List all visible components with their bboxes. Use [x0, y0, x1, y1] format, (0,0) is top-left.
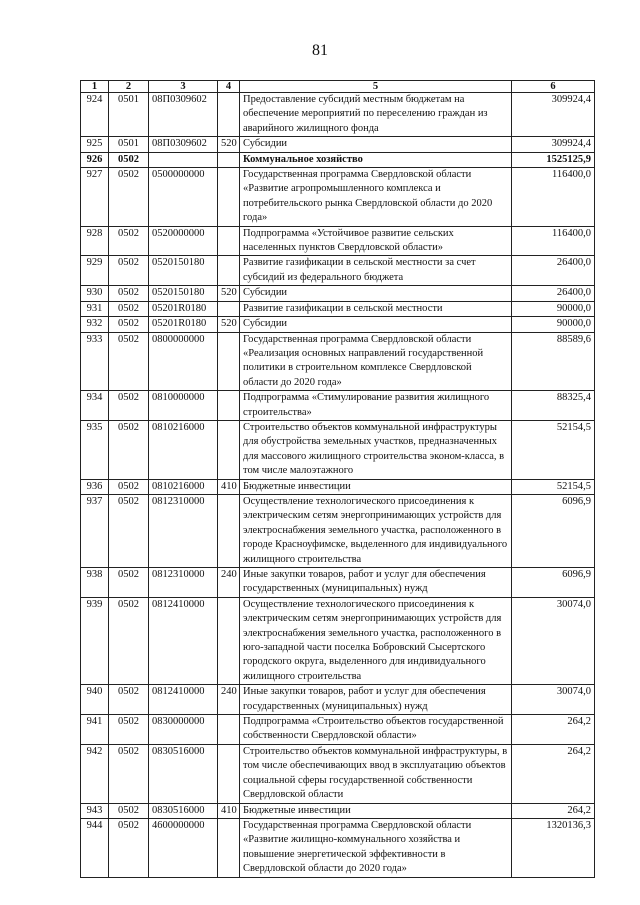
row-target-article: 0812310000 — [149, 568, 218, 598]
row-target-article: 0810216000 — [149, 479, 218, 494]
column-header: 6 — [512, 81, 595, 93]
row-amount: 52154,5 — [512, 420, 595, 479]
row-name: Государственная программа Свердловской области «Развитие агропромышленного комплекса и потребительского рынка Свердловской области до 2020 года» — [240, 168, 512, 227]
row-number: 932 — [81, 317, 109, 332]
row-expense-type — [218, 301, 240, 316]
table-row — [81, 137, 595, 152]
row-expense-type — [218, 93, 240, 137]
row-section-code: 0502 — [109, 286, 149, 301]
row-name: Бюджетные инвестиции — [240, 479, 512, 494]
row-name: Государственная программа Свердловской области «Развитие жилищно-коммунального хозяйства и повышение энергетической эффективности в Свердловской области до 2020 года» — [240, 818, 512, 877]
row-amount: 264,2 — [512, 715, 595, 745]
row-target-article: 0830000000 — [149, 715, 218, 745]
row-number: 944 — [81, 818, 109, 877]
table-row — [81, 420, 595, 479]
row-target-article: 0812410000 — [149, 597, 218, 684]
row-target-article — [149, 152, 218, 167]
row-number: 939 — [81, 597, 109, 684]
row-section-code: 0502 — [109, 391, 149, 421]
row-amount: 6096,9 — [512, 568, 595, 598]
row-amount: 309924,4 — [512, 137, 595, 152]
table-row — [81, 803, 595, 818]
row-target-article: 4600000000 — [149, 818, 218, 877]
row-target-article: 08П0309602 — [149, 93, 218, 137]
row-name: Субсидии — [240, 137, 512, 152]
row-expense-type — [218, 168, 240, 227]
row-name: Развитие газификации в сельской местности за счет субсидий из федерального бюджета — [240, 256, 512, 286]
row-number: 931 — [81, 301, 109, 316]
row-amount: 1525125,9 — [512, 152, 595, 167]
row-section-code: 0502 — [109, 317, 149, 332]
budget-table — [80, 80, 595, 878]
row-expense-type: 520 — [218, 286, 240, 301]
row-section-code: 0502 — [109, 744, 149, 803]
table-row — [81, 317, 595, 332]
row-name: Иные закупки товаров, работ и услуг для обеспечения государственных (муниципальных) нужд — [240, 568, 512, 598]
table-row — [81, 93, 595, 137]
row-number: 924 — [81, 93, 109, 137]
row-number: 941 — [81, 715, 109, 745]
row-section-code: 0502 — [109, 226, 149, 256]
row-number: 942 — [81, 744, 109, 803]
row-expense-type — [218, 597, 240, 684]
row-name: Государственная программа Свердловской области «Реализация основных направлений государственной политики в строительном комплексе Свердловской области до 2020 года» — [240, 332, 512, 391]
row-target-article: 0830516000 — [149, 744, 218, 803]
row-section-code: 0501 — [109, 93, 149, 137]
row-target-article: 05201R0180 — [149, 317, 218, 332]
row-number: 925 — [81, 137, 109, 152]
row-number: 927 — [81, 168, 109, 227]
table-row — [81, 152, 595, 167]
table-row — [81, 168, 595, 227]
row-expense-type — [218, 744, 240, 803]
row-name: Строительство объектов коммунальной инфраструктуры для обустройства земельных участков, предназначенных для массового жилищного строительства эконом-класса, в том числе малоэтажного — [240, 420, 512, 479]
table-row — [81, 597, 595, 684]
row-section-code: 0501 — [109, 137, 149, 152]
row-amount: 88589,6 — [512, 332, 595, 391]
row-expense-type — [218, 152, 240, 167]
row-target-article: 0810000000 — [149, 391, 218, 421]
row-amount: 116400,0 — [512, 168, 595, 227]
table-row — [81, 301, 595, 316]
table-row — [81, 568, 595, 598]
table-row — [81, 715, 595, 745]
row-section-code: 0502 — [109, 420, 149, 479]
row-amount: 6096,9 — [512, 494, 595, 567]
row-amount: 52154,5 — [512, 479, 595, 494]
row-amount: 26400,0 — [512, 256, 595, 286]
row-section-code: 0502 — [109, 301, 149, 316]
row-expense-type — [218, 226, 240, 256]
row-amount: 90000,0 — [512, 301, 595, 316]
row-expense-type: 520 — [218, 317, 240, 332]
row-number: 929 — [81, 256, 109, 286]
row-number: 937 — [81, 494, 109, 567]
table-row — [81, 391, 595, 421]
row-number: 936 — [81, 479, 109, 494]
table-row — [81, 818, 595, 877]
row-target-article: 0520150180 — [149, 256, 218, 286]
row-section-code: 0502 — [109, 803, 149, 818]
row-target-article: 0810216000 — [149, 420, 218, 479]
column-header: 5 — [240, 81, 512, 93]
row-number: 933 — [81, 332, 109, 391]
row-number: 934 — [81, 391, 109, 421]
row-target-article: 05201R0180 — [149, 301, 218, 316]
row-section-code: 0502 — [109, 152, 149, 167]
row-name: Бюджетные инвестиции — [240, 803, 512, 818]
row-expense-type — [218, 256, 240, 286]
row-amount: 1320136,3 — [512, 818, 595, 877]
table-header-row — [81, 81, 595, 93]
row-expense-type: 520 — [218, 137, 240, 152]
row-amount: 88325,4 — [512, 391, 595, 421]
table-row — [81, 286, 595, 301]
row-expense-type — [218, 494, 240, 567]
row-target-article: 0830516000 — [149, 803, 218, 818]
row-section-code: 0502 — [109, 494, 149, 567]
table-row — [81, 494, 595, 567]
row-number: 930 — [81, 286, 109, 301]
row-amount: 26400,0 — [512, 286, 595, 301]
table-row — [81, 685, 595, 715]
column-header: 4 — [218, 81, 240, 93]
row-expense-type — [218, 332, 240, 391]
row-section-code: 0502 — [109, 256, 149, 286]
row-name: Коммунальное хозяйство — [240, 152, 512, 167]
row-target-article: 0520000000 — [149, 226, 218, 256]
table-row — [81, 479, 595, 494]
row-target-article: 0500000000 — [149, 168, 218, 227]
page-number: 81 — [312, 42, 328, 59]
row-number: 928 — [81, 226, 109, 256]
row-name: Подпрограмма «Строительство объектов государственной собственности Свердловской области» — [240, 715, 512, 745]
row-expense-type — [218, 715, 240, 745]
row-name: Подпрограмма «Стимулирование развития жилищного строительства» — [240, 391, 512, 421]
row-section-code: 0502 — [109, 715, 149, 745]
row-number: 935 — [81, 420, 109, 479]
row-section-code: 0502 — [109, 479, 149, 494]
table-row — [81, 256, 595, 286]
row-expense-type: 240 — [218, 685, 240, 715]
row-name: Подпрограмма «Устойчивое развитие сельских населенных пунктов Свердловской области» — [240, 226, 512, 256]
row-number: 938 — [81, 568, 109, 598]
table-row — [81, 332, 595, 391]
row-name: Иные закупки товаров, работ и услуг для обеспечения государственных (муниципальных) нужд — [240, 685, 512, 715]
row-target-article: 08П0309602 — [149, 137, 218, 152]
row-amount: 264,2 — [512, 744, 595, 803]
row-name: Осуществление технологического присоединения к электрическим сетям энергопринимающих устройств для электроснабжения земельного участка, расположенного в юго-западной части поселка Бобровский Сысертского городского округа, выделенного для индивидуального жилищного строительства — [240, 597, 512, 684]
table-row — [81, 226, 595, 256]
row-amount: 30074,0 — [512, 597, 595, 684]
row-expense-type: 410 — [218, 479, 240, 494]
row-name: Предоставление субсидий местным бюджетам на обеспечение мероприятий по переселению граждан из аварийного жилищного фонда — [240, 93, 512, 137]
row-number: 943 — [81, 803, 109, 818]
row-amount: 30074,0 — [512, 685, 595, 715]
column-header: 2 — [109, 81, 149, 93]
row-target-article: 0520150180 — [149, 286, 218, 301]
row-section-code: 0502 — [109, 332, 149, 391]
column-header: 1 — [81, 81, 109, 93]
row-expense-type — [218, 420, 240, 479]
row-amount: 116400,0 — [512, 226, 595, 256]
row-amount: 309924,4 — [512, 93, 595, 137]
row-name: Субсидии — [240, 286, 512, 301]
row-number: 940 — [81, 685, 109, 715]
row-section-code: 0502 — [109, 168, 149, 227]
row-amount: 90000,0 — [512, 317, 595, 332]
row-name: Строительство объектов коммунальной инфраструктуры, в том числе обеспечивающих ввод в эксплуатацию объектов социальной сферы государственной собственности Свердловской области — [240, 744, 512, 803]
row-target-article: 0800000000 — [149, 332, 218, 391]
row-name: Субсидии — [240, 317, 512, 332]
row-section-code: 0502 — [109, 597, 149, 684]
row-amount: 264,2 — [512, 803, 595, 818]
row-expense-type: 410 — [218, 803, 240, 818]
row-expense-type: 240 — [218, 568, 240, 598]
row-expense-type — [218, 391, 240, 421]
row-section-code: 0502 — [109, 568, 149, 598]
row-expense-type — [218, 818, 240, 877]
row-name: Осуществление технологического присоединения к электрическим сетям энергопринимающих устройств для электроснабжения земельного участка, расположенного в городе Красноуфимске, выделенного для индивидуального жилищного строительства — [240, 494, 512, 567]
row-section-code: 0502 — [109, 685, 149, 715]
row-number: 926 — [81, 152, 109, 167]
table-row — [81, 744, 595, 803]
column-header: 3 — [149, 81, 218, 93]
row-section-code: 0502 — [109, 818, 149, 877]
row-name: Развитие газификации в сельской местности — [240, 301, 512, 316]
row-target-article: 0812410000 — [149, 685, 218, 715]
row-target-article: 0812310000 — [149, 494, 218, 567]
